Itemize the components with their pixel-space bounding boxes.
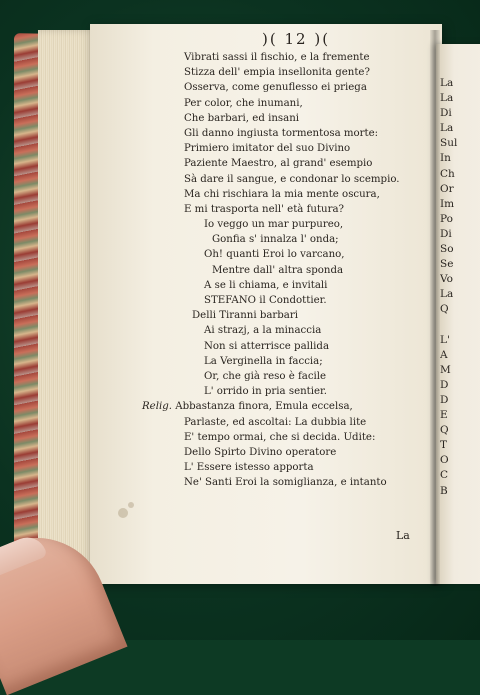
line-start: Se [440,258,454,271]
text-line: Paziente Maestro, al grand' esempio [184,158,373,170]
line-start: Q [440,303,449,316]
text-line: Io veggo un mar purpureo, [204,219,344,231]
line-start: L' [440,333,450,346]
ornament-left: )( [262,30,278,48]
text-line: Gonfia s' innalza l' onda; [212,234,339,246]
text-line: Vibrati sassi il fischio, e la fremente [184,52,370,63]
line-start: Ch [440,167,455,180]
text-line: Ai strazj, a la minaccia [204,325,322,337]
text-line: Dello Spirto Divino operatore [184,446,337,458]
line-start: A [440,348,448,361]
speaker-label: Relig. [142,401,172,413]
text-line: Delli Tiranni barbari [192,310,299,322]
page-number-value: 12 [284,30,308,48]
text-line: E' tempo ormai, che si decida. Udite: [184,431,376,443]
line-start: B [440,484,448,497]
text-line: Stizza dell' empia insellonita gente? [184,67,370,79]
line-start: Di [440,107,452,120]
line-start: Po [440,212,453,225]
text-line: E mi trasporta nell' età futura? [184,203,345,215]
foxing-spot [128,502,134,508]
page-number [262,30,330,48]
line-start: T [440,439,448,452]
text-line: STEFANO il Condottier. [204,295,327,306]
line-start: O [440,454,449,467]
text-line: Ma chi rischiara la mia mente oscura, [184,188,380,200]
line-start: Vo [440,273,453,286]
line-start: Sul [440,137,458,150]
line-start: Q [440,424,449,437]
speech-line [142,399,432,414]
line-start: In [440,152,451,165]
line-start: So [440,243,454,256]
text-line: Gli danno ingiusta tormentosa morte: [184,127,379,139]
text-line: La Verginella in faccia; [204,355,323,367]
text-line: Or, che già reso è facile [204,370,327,382]
text-line: L' orrido in pria sentier. [204,386,328,398]
text-line: Primiero imitator del suo Divino [184,143,351,155]
line-start: D [440,393,449,406]
line-start: La [440,288,454,301]
text-line: Per color, che inumani, [184,97,303,109]
line-start: D [440,378,449,391]
line-start: Di [440,227,452,240]
text-line: A se li chiama, e invitali [204,279,328,291]
ornament-right: )( [314,30,331,48]
line-start: La [440,122,454,135]
line-start [440,318,480,333]
text-line: L' Essere istesso apporta [184,462,314,474]
text-line: Ne' Santi Eroi la somiglianza, e intanto [184,477,387,489]
foxing-spot [118,508,128,518]
text-line: Non si atterrisce pallida [204,340,330,352]
text-line: Sà dare il sangue, e condonar lo scempio. [184,173,400,185]
line-start: Im [440,197,455,210]
line-start: La [440,77,454,89]
text-line: Mentre dall' altra sponda [212,264,344,276]
line-start: Or [440,182,454,195]
page-text [142,50,432,490]
line-start: E [440,409,448,422]
text-line: Oh! quanti Eroi lo varcano, [204,249,345,261]
speech-text: Abbastanza finora, Emula eccelsa, [175,401,353,413]
line-start: C [440,469,449,482]
right-page-text [440,76,480,499]
line-start: M [440,363,451,376]
line-start: La [440,92,454,105]
text-line: Osserva, come genuflesso ei priega [184,82,367,94]
catchword: La [396,529,410,542]
text-line: Parlaste, ed ascoltai: La dubbia lite [184,416,367,428]
text-line: Che barbari, ed insani [184,112,300,124]
